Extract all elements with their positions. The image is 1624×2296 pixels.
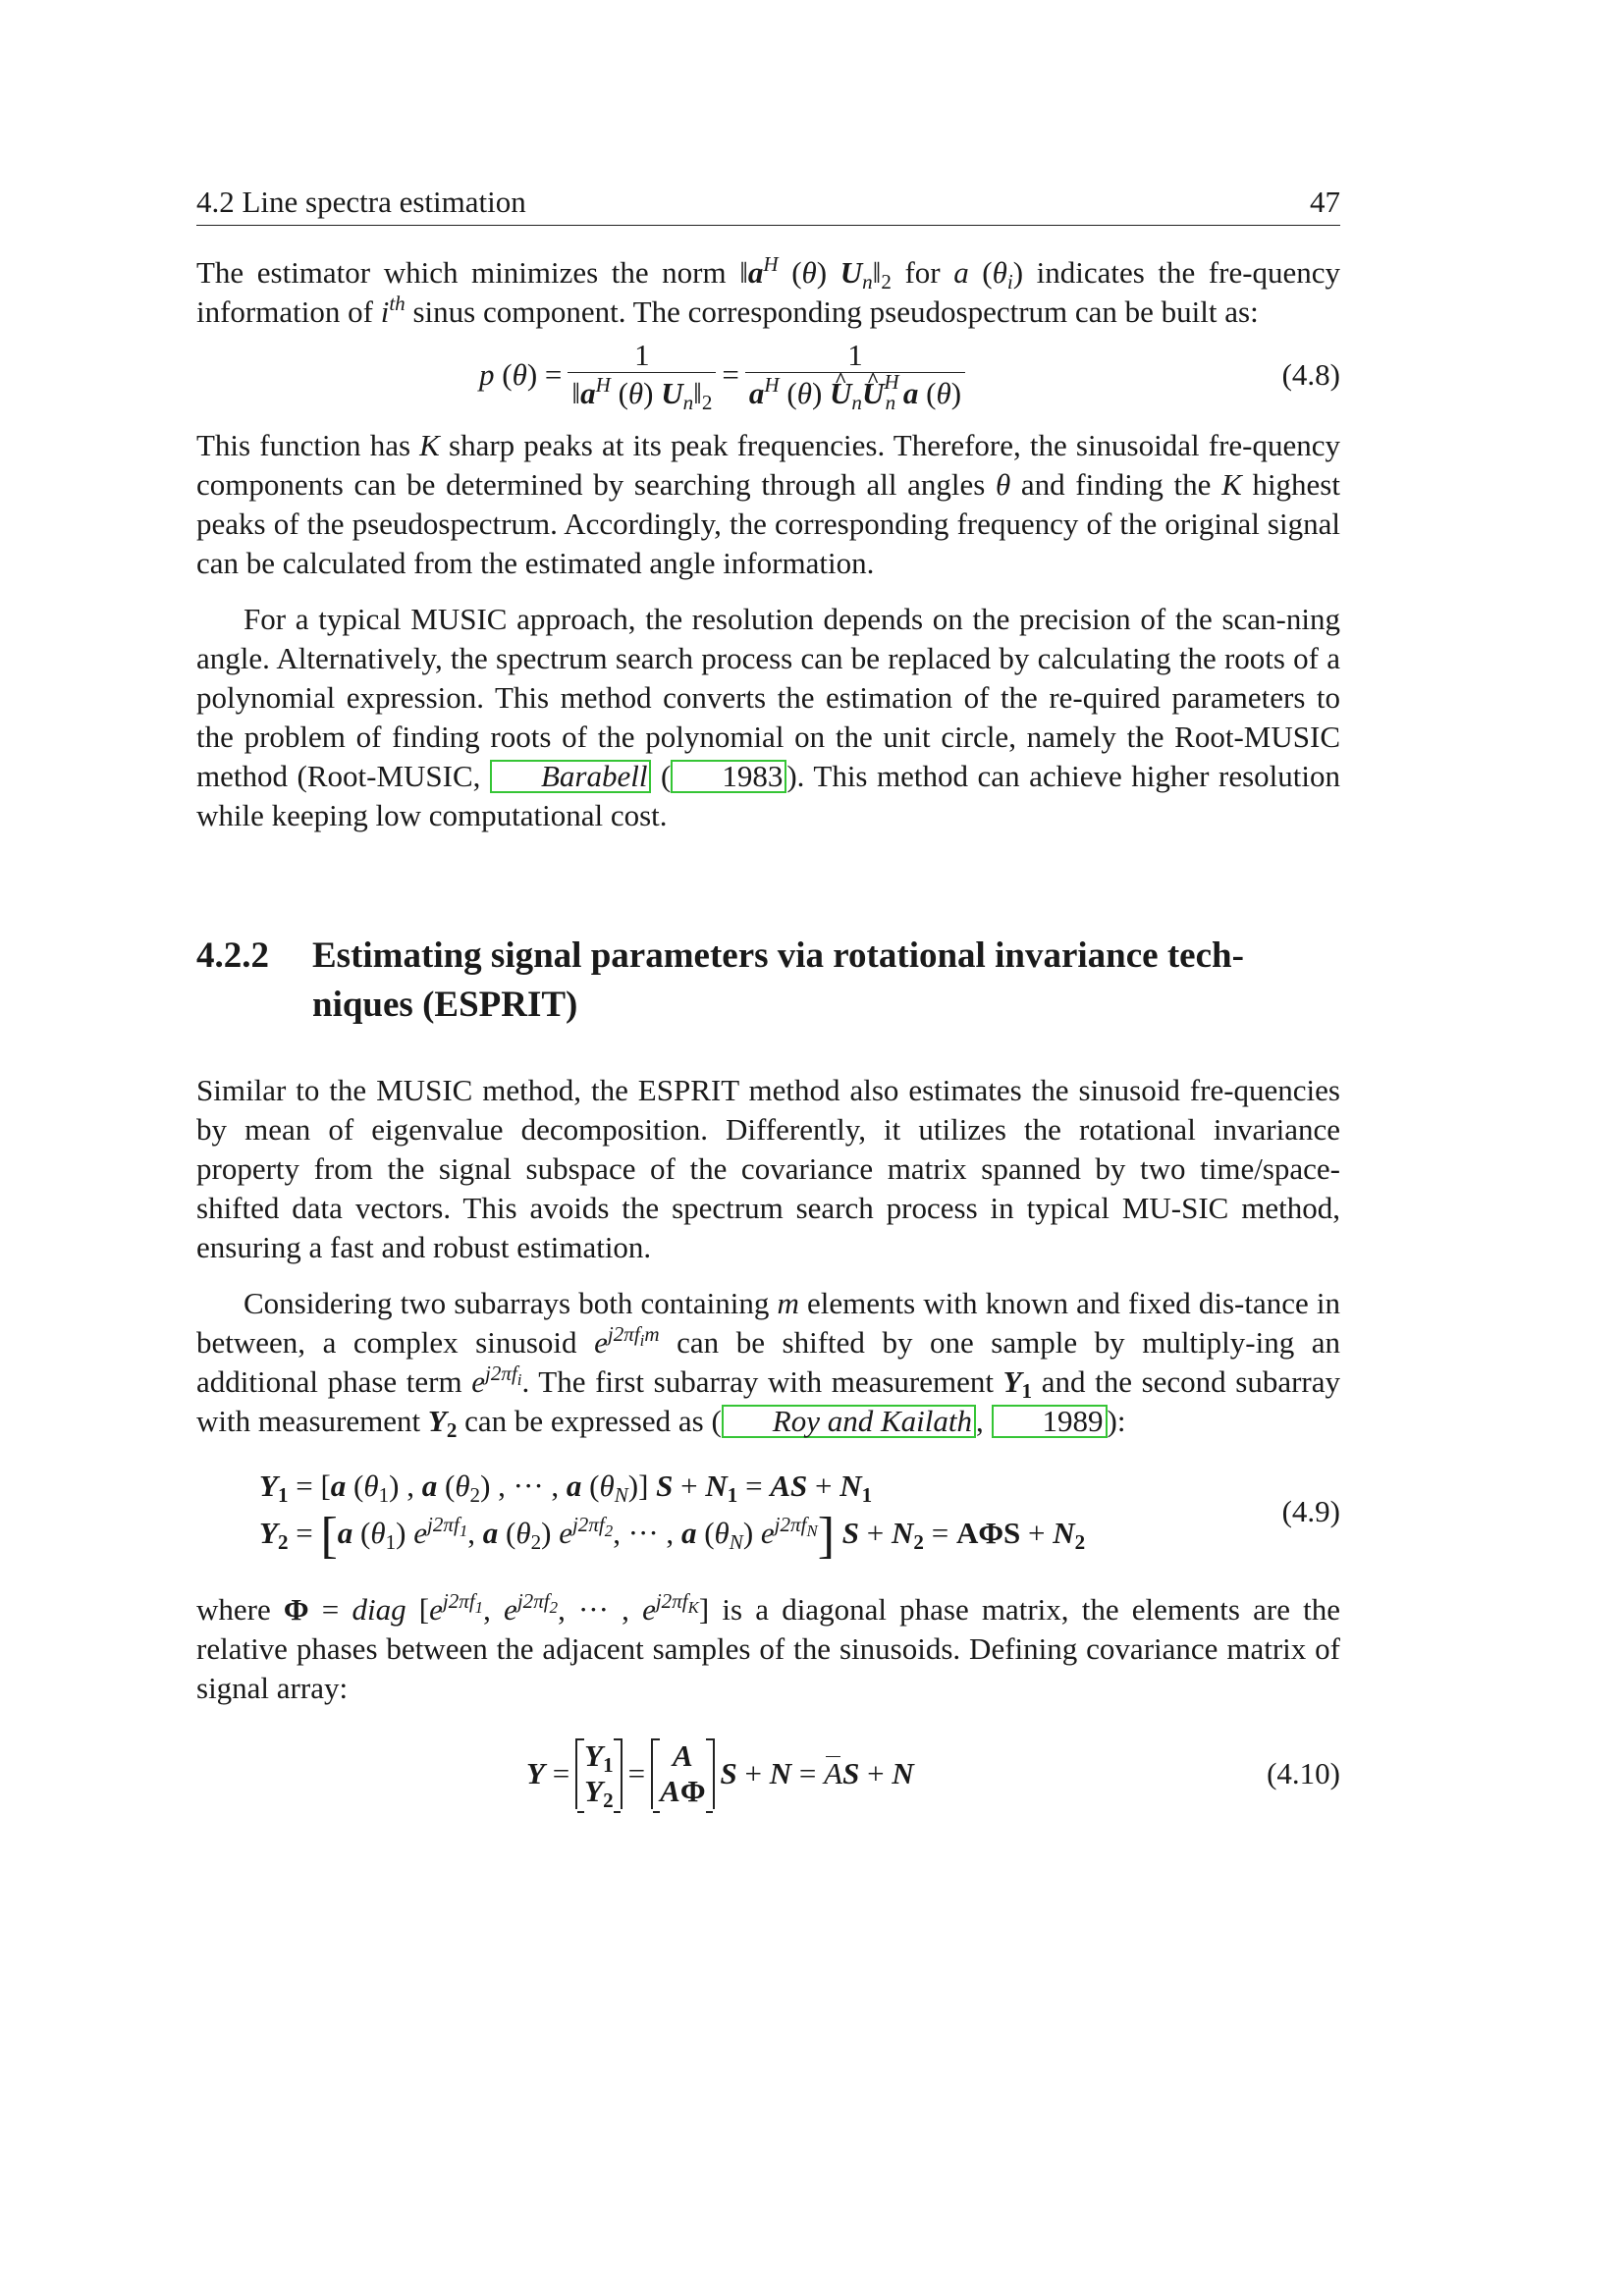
equation-4-9-line-2: $Y_2 = [a$ $(\theta_1)$ $e^{j2\pi f_1}$, a $(\theta_2)$ $e^{j2\pi f_2}$, ··· , a $(\theta_N)$ $e^{j2\pi f_N}$] $S + N_2 = A\Phi S + N_2$ xyxy=(259,1507,1086,1564)
equation-4-8: p ( θ ) = $\frac{1}{‖a^H (\theta) U_n‖_2}$ = $\frac{1}{a^H (\theta) \^{} U_n\^{} U^H_n a (\theta)}$ (4.8) xyxy=(196,334,1340,416)
fraction-norm: $\frac{1}{‖a^H (\theta) U_n‖_2}$ xyxy=(568,339,716,412)
page xyxy=(196,183,1340,1816)
paragraph-subarrays: Considering two subarrays both containing m elements with known and fixed dis-tance in between, a complex sinusoid $e^{j2\pi f_im}$ can be shifted by one sample by multiply-ing an additional phase term $e^{j2\pi f_i}$. The first subarray with measurement $Y_1$ and the second subarray with measurement $Y_2$ can be expressed as ( Roy and Kailath , 1989 ): xyxy=(196,1286,1341,1443)
matrix-a: A AΦ xyxy=(651,1738,714,1809)
inline-math-phase: $e^{j2\pi f_i}$ xyxy=(471,1362,522,1399)
paragraph-norm: The estimator which minimizes the norm $‖a^H$ (θ) $U_n‖_2$ for a $(\theta_i)$ indicates the fre-quency information of $i^{th}$ sinus component. The corresponding pseudospectrum can be built as: xyxy=(196,252,1341,329)
paragraph-peaks: This function has K sharp peaks at its peak frequencies. Therefore, the sinusoidal fre-quency components can be determined by searching through all angles θ and finding the K highest peaks of the pseudospectrum. Accordingly, the corresponding frequency of the original signal can be calculated from the estimated angle information. xyxy=(196,428,1340,580)
matrix-y: $Y_1$ $Y_2$ xyxy=(575,1738,622,1809)
inline-math-sinusoid: $e^{j2\pi f_im}$ xyxy=(594,1322,660,1360)
equation-number: (4.10) xyxy=(1267,1756,1340,1790)
section-number: 4.2.2 xyxy=(196,935,269,976)
inline-math-ith: $i^{th}$ xyxy=(380,292,406,329)
equation-number: (4.8) xyxy=(1281,357,1340,392)
citation-link-1989[interactable]: 1989 xyxy=(992,1405,1108,1438)
paragraph-phase-matrix: where Φ = diag [$e^{j2\pi f_1}$, $e^{j2\pi f_2}$, ··· , $e^{j2\pi f_K}$] is a diagonal phase matrix, the elements are the relative phases between the adjacent samples of the sinusoids. Defining covariance matrix of signal array: xyxy=(196,1589,1341,1705)
citation-link-roy-kailath[interactable]: Roy and Kailath xyxy=(722,1405,976,1438)
running-head-title: 4.2 Line spectra estimation xyxy=(196,185,526,219)
inline-math-norm: $‖a^H$ (θ) $U_n‖_2$ xyxy=(739,252,892,294)
equation-4-9-line-1: $Y_1 = [a$ $(\theta_1)$ , a $(\theta_2)$ , ··· , a $(\theta_N)$] $S + N_1$ = AS + $N_1$ xyxy=(259,1468,873,1508)
fraction-projection: $\frac{1}{a^H (\theta) \^{} U_n\^{} U^H_n a (\theta)}$ xyxy=(745,339,965,412)
inline-math-a-theta: a $(\theta_i)$ xyxy=(953,255,1024,294)
page-number: 47 xyxy=(1310,185,1340,219)
equation-4-9 xyxy=(196,1465,1340,1564)
inline-math-diag: Φ = diag [$e^{j2\pi f_1}$, $e^{j2\pi f_2}$, ··· , $e^{j2\pi f_K}$] xyxy=(283,1589,710,1627)
citation-link-barabell[interactable]: Barabell xyxy=(490,760,652,793)
paragraph-esprit-intro: Similar to the MUSIC method, the ESPRIT method also estimates the sinusoid fre-quencies by mean of eigenvalue decomposition. Differently, it utilizes the rotational invariance property from the signal subspace of the covariance matrix spanned by two time/space-shifted data vectors. This avoids the spectrum search process in typical MU-SIC method, ensuring a fast and robust estimation. xyxy=(196,1073,1340,1264)
section-heading xyxy=(196,932,1340,1030)
equation-number: (4.9) xyxy=(1281,1494,1340,1528)
running-head xyxy=(196,183,1340,226)
section-title: Estimating signal parameters via rotational invariance tech-niques (ESPRIT) xyxy=(312,935,1244,1025)
paragraph-root-music: For a typical MUSIC approach, the resolution depends on the precision of the scan-ning angle. Alternatively, the spectrum search process can be replaced by calculating the roots of a polynomial expression. This method converts the estimation of the re-quired parameters to the problem of finding roots of the polynomial on the unit circle, namely the Root-MUSIC method (Root-MUSIC, Barabell ( 1983 ). This method can achieve higher resolution while keeping low computational cost. xyxy=(196,602,1341,832)
equation-4-10: Y = $Y_1$ $Y_2$ = A AΦ S + N = A S + N (4.10) xyxy=(526,1738,1340,1813)
citation-link-1983[interactable]: 1983 xyxy=(671,760,786,793)
